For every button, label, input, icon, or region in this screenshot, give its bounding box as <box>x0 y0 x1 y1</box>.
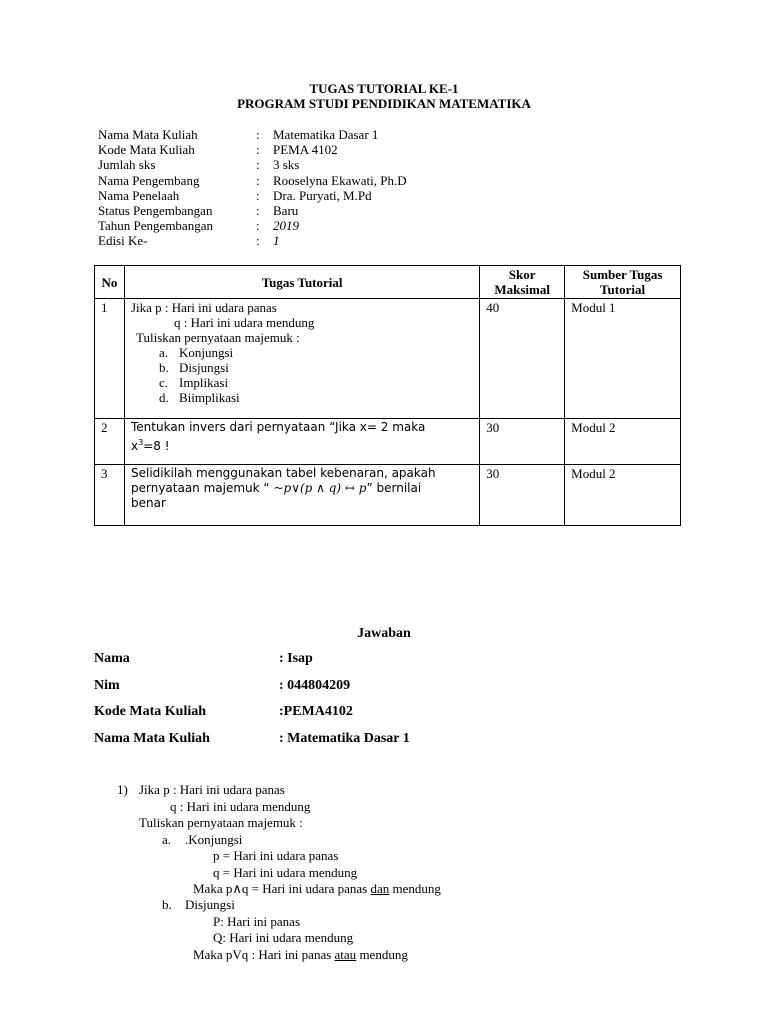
info-colon: : <box>256 218 260 233</box>
row-task: Tentukan invers dari pernyataan “Jika x= 2 maka $x^3=8$ ! <box>124 419 479 465</box>
info-value: Matematika Dasar 1 <box>273 127 379 142</box>
header-no: No <box>95 266 125 299</box>
list-marker: b. <box>162 897 172 912</box>
list-marker: a. <box>162 832 172 847</box>
table-row <box>95 419 681 465</box>
info-value: 3 sks <box>273 157 300 172</box>
field-label: Kode Mata Kuliah <box>94 704 207 719</box>
formula: ~p∨(p ∧ q) ↔ p <box>273 481 367 495</box>
field-label: Nama Mata Kuliah <box>94 731 210 746</box>
answer-line: .Konjungsi <box>185 832 243 847</box>
row-no: 1 <box>95 299 125 419</box>
jawaban-title: Jawaban <box>357 626 411 641</box>
row-task: Selidikilah menggunakan tabel kebenaran, apakah pernyataan majemuk “ ~p∨(p ∧ q) ↔ p” bernilai benar <box>124 465 479 526</box>
answer-number: 1) <box>117 782 128 797</box>
info-label: Jumlah sks <box>98 157 156 172</box>
info-label: Nama Penelaah <box>98 188 180 203</box>
row-sumber: Modul 2 <box>565 465 681 526</box>
info-label: Nama Pengembang <box>98 173 200 188</box>
header-skor: Skor Maksimal <box>480 266 565 299</box>
info-value: 2019 <box>273 218 299 233</box>
info-colon: : <box>256 142 260 157</box>
info-value: PEMA 4102 <box>273 142 338 157</box>
row-task: Jika p : Hari ini udara panas q : Hari ini udara mendung Tuliskan pernyataan majemuk : a. Konjungsi b. Disjungsi c. Implikasi d. Biimplikasi <box>124 299 479 419</box>
row-skor: 30 <box>480 419 565 465</box>
info-colon: : <box>256 127 260 142</box>
row-sumber: Modul 1 <box>565 299 681 419</box>
answer-line: p = Hari ini udara panas <box>213 848 339 863</box>
answer-line: Disjungsi <box>185 897 235 912</box>
info-label: Edisi Ke- <box>98 233 148 248</box>
info-value: Dra. Puryati, M.Pd <box>273 188 372 203</box>
field-value: : 044804209 <box>279 678 351 693</box>
answer-line: Maka p∧q = Hari ini udara panas dan mendung <box>193 881 441 896</box>
info-colon: : <box>256 203 260 218</box>
info-colon: : <box>256 173 260 188</box>
info-label: Kode Mata Kuliah <box>98 142 195 157</box>
table-row <box>95 299 681 419</box>
info-label: Nama Mata Kuliah <box>98 127 198 142</box>
answer-line: Jika p : Hari ini udara panas <box>139 782 285 797</box>
field-value: : Isap <box>279 651 313 666</box>
header-tugas: Tugas Tutorial <box>124 266 479 299</box>
info-value: 1 <box>273 233 280 248</box>
answer-line: q : Hari ini udara mendung <box>170 799 311 814</box>
answer-line: q = Hari ini udara mendung <box>213 865 358 880</box>
info-value: Baru <box>273 203 299 218</box>
doc-subtitle: PROGRAM STUDI PENDIDIKAN MATEMATIKA <box>237 96 531 111</box>
info-colon: : <box>256 157 260 172</box>
row-skor: 40 <box>480 299 565 419</box>
answer-line: Maka pVq : Hari ini panas atau mendung <box>193 947 408 962</box>
answer-line: P: Hari ini panas <box>213 914 301 929</box>
row-no: 2 <box>95 419 125 465</box>
table-row <box>95 465 681 526</box>
row-no: 3 <box>95 465 125 526</box>
task-table <box>94 265 681 526</box>
doc-title: TUGAS TUTORIAL KE-1 <box>309 81 459 96</box>
row-skor: 30 <box>480 465 565 526</box>
table-header-row <box>95 266 681 299</box>
field-label: Nama <box>94 651 130 666</box>
answer-line: Q: Hari ini udara mendung <box>213 930 354 945</box>
field-value: :PEMA4102 <box>279 704 353 719</box>
row-sumber: Modul 2 <box>565 419 681 465</box>
field-label: Nim <box>94 678 120 693</box>
header-sumber: Sumber Tugas Tutorial <box>565 266 681 299</box>
info-label: Status Pengembangan <box>98 203 213 218</box>
field-value: : Matematika Dasar 1 <box>279 731 410 746</box>
info-label: Tahun Pengembangan <box>98 218 213 233</box>
info-colon: : <box>256 233 260 248</box>
answer-line: Tuliskan pernyataan majemuk : <box>139 815 303 830</box>
info-value: Rooselyna Ekawati, Ph.D <box>273 173 407 188</box>
info-colon: : <box>256 188 260 203</box>
